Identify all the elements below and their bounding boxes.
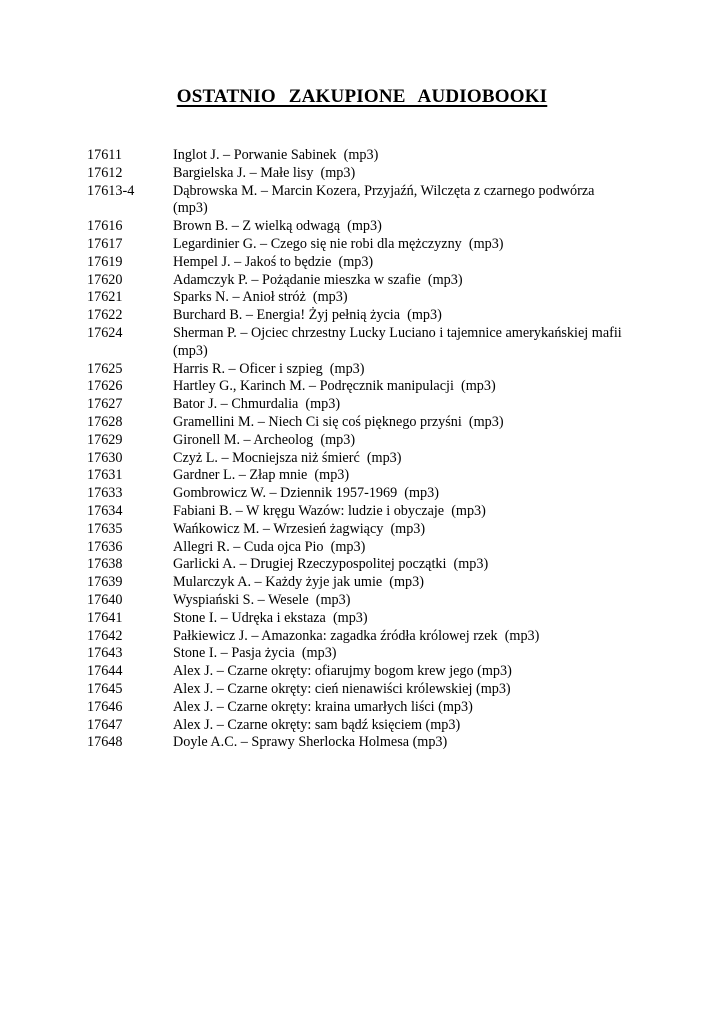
catalog-number: 17643 bbox=[87, 645, 123, 662]
audiobook-title: Wańkowicz M. – Wrzesień żagwiący (mp3) bbox=[173, 520, 426, 537]
audiobook-title: Sherman P. – Ojciec chrzestny Lucky Luciano i tajemnice amerykańskiej mafii (mp3) bbox=[173, 324, 622, 359]
list-item bbox=[87, 307, 667, 325]
list-item bbox=[87, 574, 667, 592]
list-item bbox=[87, 610, 667, 628]
catalog-number: 17638 bbox=[87, 556, 123, 573]
audiobook-title: Alex J. – Czarne okręty: sam bądź księciem (mp3) bbox=[173, 716, 461, 733]
audiobook-title: Burchard B. – Energia! Żyj pełnią życia (mp3) bbox=[173, 307, 442, 324]
list-item bbox=[87, 645, 667, 663]
audiobook-title: Wyspiański S. – Wesele (mp3) bbox=[173, 591, 351, 608]
list-item bbox=[87, 272, 667, 290]
audiobook-title: Adamczyk P. – Pożądanie mieszka w szafie (mp3) bbox=[173, 271, 463, 288]
list-item bbox=[87, 254, 667, 272]
audiobook-list bbox=[87, 147, 667, 752]
audiobook-title: Alex J. – Czarne okręty: ofiarujmy bogom krew jego (mp3) bbox=[173, 663, 512, 680]
audiobook-title: Legardinier G. – Czego się nie robi dla mężczyzny (mp3) bbox=[173, 235, 504, 252]
list-item bbox=[87, 663, 667, 681]
catalog-number: 17639 bbox=[87, 574, 123, 591]
audiobook-title: Brown B. – Z wielką odwagą (mp3) bbox=[173, 218, 382, 235]
catalog-number: 17628 bbox=[87, 413, 123, 430]
page-title-text: OSTATNIO ZAKUPIONE AUDIOBOOKI bbox=[176, 86, 548, 107]
catalog-number: 17642 bbox=[87, 627, 123, 644]
list-item bbox=[87, 592, 667, 610]
audiobook-title: Harris R. – Oficer i szpieg (mp3) bbox=[173, 360, 365, 377]
list-item bbox=[87, 236, 667, 254]
catalog-number: 17612 bbox=[87, 164, 123, 181]
catalog-number: 17611 bbox=[87, 147, 122, 163]
audiobook-title: Gramellini M. – Niech Ci się coś pięknego przyśni (mp3) bbox=[173, 413, 504, 430]
list-item bbox=[87, 165, 667, 183]
list-item bbox=[87, 147, 667, 165]
list-item bbox=[87, 556, 667, 574]
list-item bbox=[87, 450, 667, 468]
audiobook-title: Gardner L. – Złap mnie (mp3) bbox=[173, 467, 350, 484]
catalog-number: 17633 bbox=[87, 485, 123, 502]
catalog-number: 17640 bbox=[87, 591, 123, 608]
catalog-number: 17646 bbox=[87, 698, 123, 715]
catalog-number: 17636 bbox=[87, 538, 123, 555]
list-item bbox=[87, 467, 667, 485]
audiobook-title: Sparks N. – Anioł stróż (mp3) bbox=[173, 289, 348, 306]
catalog-number: 17617 bbox=[87, 235, 123, 252]
audiobook-title: Czyż L. – Mocniejsza niż śmierć (mp3) bbox=[173, 449, 402, 466]
list-item bbox=[87, 539, 667, 557]
catalog-number: 17616 bbox=[87, 218, 123, 235]
audiobook-title: Doyle A.C. – Sprawy Sherlocka Holmesa (mp3) bbox=[173, 734, 448, 751]
catalog-number: 17624 bbox=[87, 324, 123, 341]
catalog-number: 17629 bbox=[87, 431, 123, 448]
list-item bbox=[87, 183, 667, 219]
catalog-number: 17625 bbox=[87, 360, 123, 377]
catalog-number: 17648 bbox=[87, 734, 123, 751]
list-item bbox=[87, 218, 667, 236]
catalog-number: 17641 bbox=[87, 609, 123, 626]
catalog-number: 17613-4 bbox=[87, 182, 135, 199]
list-item bbox=[87, 521, 667, 539]
audiobook-title: Gombrowicz W. – Dziennik 1957-1969 (mp3) bbox=[173, 485, 439, 502]
audiobook-title: Bator J. – Chmurdalia (mp3) bbox=[173, 396, 341, 413]
audiobook-title: Allegri R. – Cuda ojca Pio (mp3) bbox=[173, 538, 366, 555]
list-item bbox=[87, 378, 667, 396]
catalog-number: 17631 bbox=[87, 467, 123, 484]
list-item bbox=[87, 414, 667, 432]
audiobook-title: Stone I. – Pasja życia (mp3) bbox=[173, 645, 337, 662]
catalog-number: 17620 bbox=[87, 271, 123, 288]
catalog-number: 17647 bbox=[87, 716, 123, 733]
audiobook-title: Inglot J. – Porwanie Sabinek (mp3) bbox=[173, 147, 379, 163]
list-item bbox=[87, 734, 667, 752]
audiobook-title: Mularczyk A. – Każdy żyje jak umie (mp3) bbox=[173, 574, 424, 591]
audiobook-title: Alex J. – Czarne okręty: kraina umarłych liści (mp3) bbox=[173, 698, 473, 715]
list-item bbox=[87, 699, 667, 717]
list-item bbox=[87, 628, 667, 646]
list-item bbox=[87, 485, 667, 503]
audiobook-title: Stone I. – Udręka i ekstaza (mp3) bbox=[173, 609, 368, 626]
audiobook-title: Hempel J. – Jakoś to będzie (mp3) bbox=[173, 253, 374, 270]
audiobook-title: Alex J. – Czarne okręty: cień nienawiści królewskiej (mp3) bbox=[173, 680, 511, 697]
list-item bbox=[87, 717, 667, 735]
list-item bbox=[87, 396, 667, 414]
catalog-number: 17635 bbox=[87, 520, 123, 537]
list-item bbox=[87, 289, 667, 307]
list-item bbox=[87, 681, 667, 699]
audiobook-title: Dąbrowska M. – Marcin Kozera, Przyjaźń, Wilczęta z czarnego podwórza (mp3) bbox=[173, 182, 595, 217]
list-item bbox=[87, 432, 667, 450]
catalog-number: 17621 bbox=[87, 289, 123, 306]
catalog-number: 17619 bbox=[87, 253, 123, 270]
catalog-number: 17627 bbox=[87, 396, 123, 413]
audiobook-title: Bargielska J. – Małe lisy (mp3) bbox=[173, 164, 356, 181]
audiobook-title: Pałkiewicz J. – Amazonka: zagadka źródła królowej rzek (mp3) bbox=[173, 627, 540, 644]
catalog-number: 17626 bbox=[87, 378, 123, 395]
catalog-number: 17645 bbox=[87, 680, 123, 697]
catalog-number: 17634 bbox=[87, 502, 123, 519]
catalog-number: 17630 bbox=[87, 449, 123, 466]
catalog-number: 17644 bbox=[87, 663, 123, 680]
list-item bbox=[87, 503, 667, 521]
list-item bbox=[87, 325, 667, 361]
page-title bbox=[0, 86, 724, 108]
list-item bbox=[87, 361, 667, 379]
audiobook-title: Gironell M. – Archeolog (mp3) bbox=[173, 431, 356, 448]
audiobook-title: Hartley G., Karinch M. – Podręcznik manipulacji (mp3) bbox=[173, 378, 496, 395]
audiobook-title: Fabiani B. – W kręgu Wazów: ludzie i obyczaje (mp3) bbox=[173, 502, 486, 519]
catalog-number: 17622 bbox=[87, 307, 123, 324]
audiobook-title: Garlicki A. – Drugiej Rzeczypospolitej początki (mp3) bbox=[173, 556, 489, 573]
